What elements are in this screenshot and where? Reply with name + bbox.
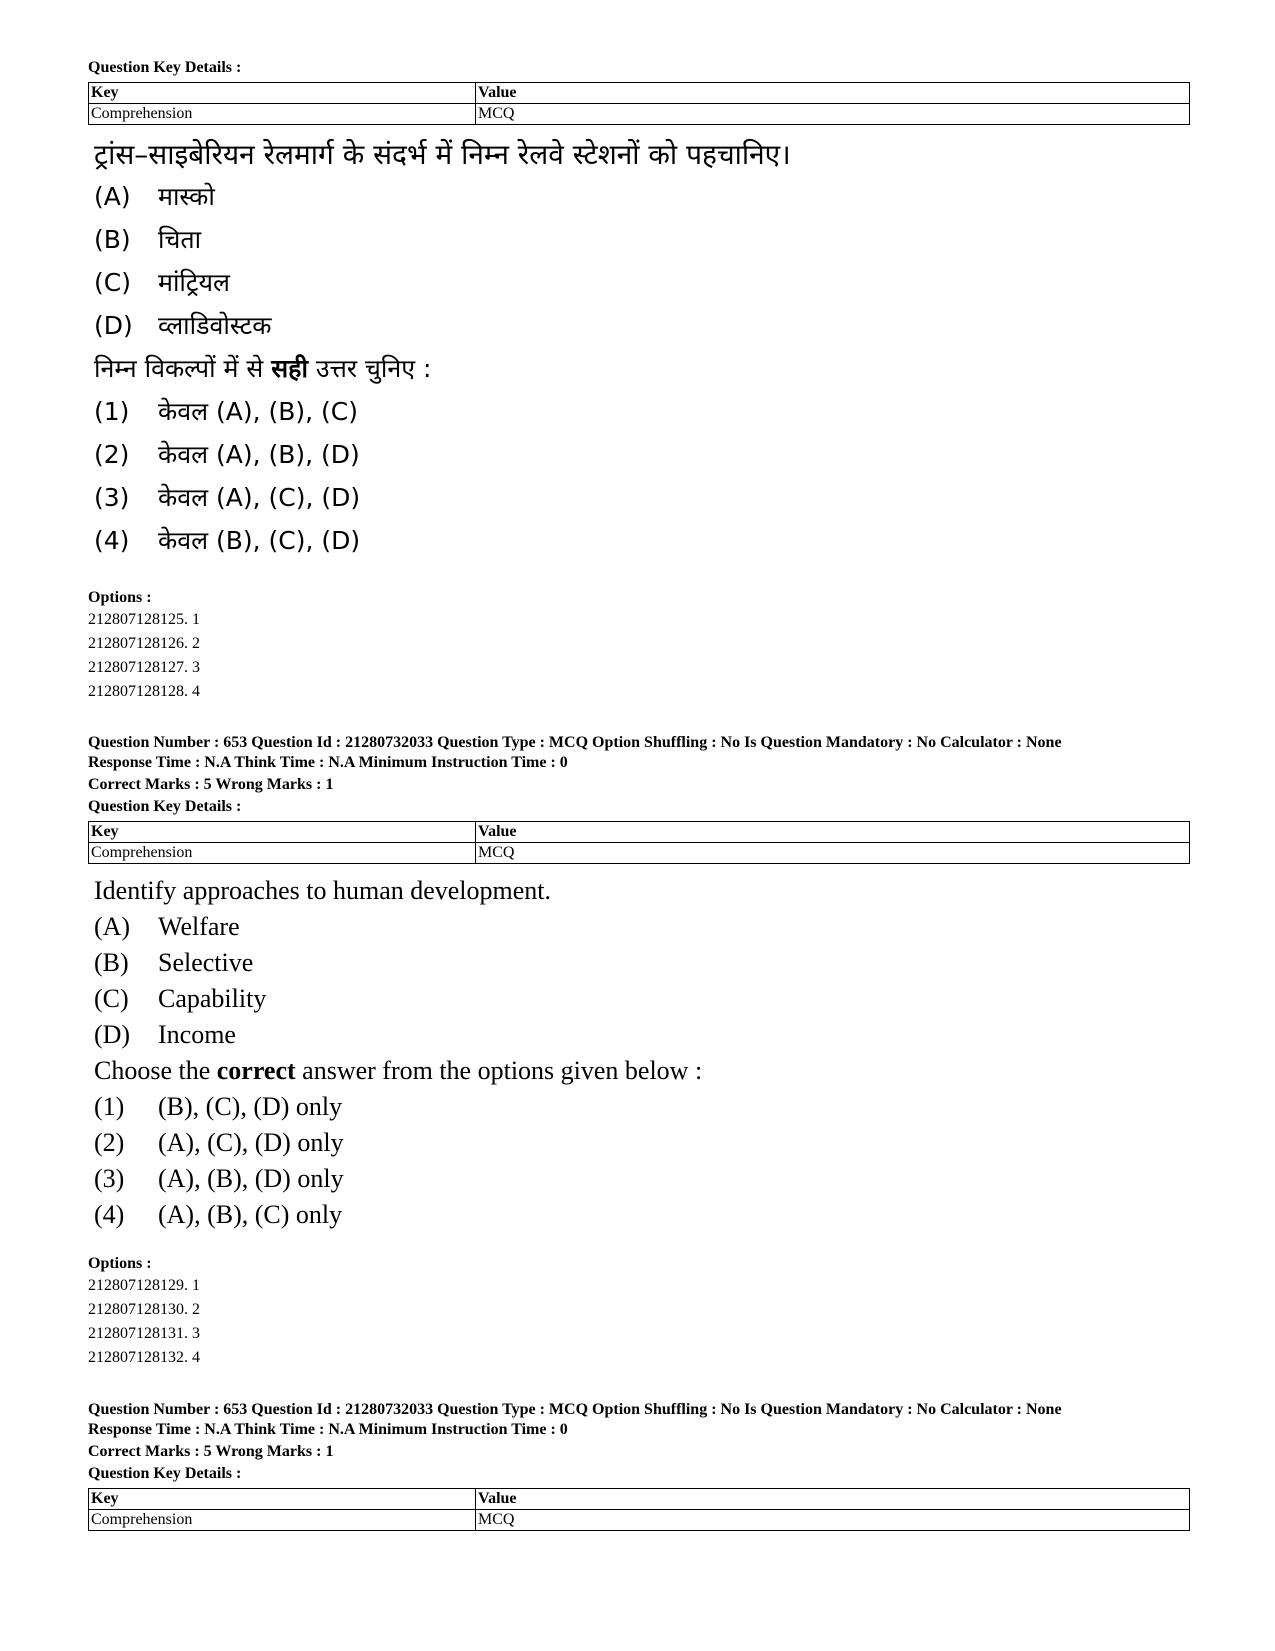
item-label: (B) (94, 948, 129, 977)
choice-item (94, 1090, 1194, 1126)
table-cell-key: Comprehension (89, 104, 476, 125)
choice-text: (A), (B), (C) only (158, 1200, 343, 1229)
choice-text: केवल (A), (C), (D) (158, 483, 361, 512)
key-details-label: Question Key Details : (88, 59, 242, 76)
option-id: 212807128127. 3 (88, 659, 200, 676)
question-stem: ट्रांस–साइबेरियन रेलमार्ग के संदर्भ में निम्न रेलवे स्टेशनों को पहचानिए। (94, 138, 791, 171)
key-details-label: Question Key Details : (88, 1465, 242, 1482)
list-item (94, 309, 1194, 352)
choice-label: (4) (94, 1200, 125, 1229)
item-label: (A) (94, 912, 131, 941)
item-label: (D) (94, 311, 133, 340)
instruction: Choose the correct answer from the options given below : (94, 1056, 703, 1085)
choice-text: (A), (C), (D) only (158, 1128, 344, 1157)
table-cell-key: Comprehension (89, 1510, 476, 1531)
instruction-emphasis: सही (271, 354, 308, 383)
choice-label: (4) (94, 526, 130, 555)
option-id: 212807128131. 3 (88, 1325, 200, 1342)
question-block-2 (88, 733, 1188, 864)
option-id: 212807128129. 1 (88, 1277, 200, 1294)
list-item (94, 946, 1194, 982)
choice-text: केवल (A), (B), (C) (158, 397, 359, 426)
item-label: (C) (94, 268, 131, 297)
key-details-table (88, 82, 1190, 125)
table-cell-value: MCQ (476, 843, 1190, 864)
options-list-1 (88, 588, 1188, 704)
item-label: (B) (94, 225, 131, 254)
table-header-value: Value (476, 83, 1190, 104)
item-label: (D) (94, 1020, 131, 1049)
choice-text: (B), (C), (D) only (158, 1092, 343, 1121)
list-item (94, 982, 1194, 1018)
key-details-table (88, 821, 1190, 864)
options-label: Options : (88, 1255, 152, 1272)
question-meta: Question Number : 653 Question Id : 21280732033 Question Type : MCQ Option Shuffling : No Is Question Mandatory : No Calculator : None (88, 734, 1062, 751)
table-header-value: Value (476, 1489, 1190, 1510)
choice-text: केवल (B), (C), (D) (158, 526, 361, 555)
item-text: व्लाडिवोस्टक (158, 311, 272, 340)
options-label: Options : (88, 589, 152, 606)
choice-label: (3) (94, 483, 130, 512)
option-id: 212807128125. 1 (88, 611, 200, 628)
question-marks: Correct Marks : 5 Wrong Marks : 1 (88, 776, 334, 793)
choice-label: (2) (94, 440, 130, 469)
choice-item (94, 1126, 1194, 1162)
question-timing: Response Time : N.A Think Time : N.A Minimum Instruction Time : 0 (88, 1421, 568, 1438)
question-content-2 (94, 874, 1194, 1234)
question-meta: Question Number : 653 Question Id : 21280732033 Question Type : MCQ Option Shuffling : No Is Question Mandatory : No Calculator : None (88, 1401, 1062, 1418)
options-list-2 (88, 1254, 1188, 1370)
option-id: 212807128132. 4 (88, 1349, 200, 1366)
item-label: (A) (94, 182, 131, 211)
table-header-value: Value (476, 822, 1190, 843)
item-text: Selective (158, 948, 254, 977)
choice-label: (1) (94, 397, 130, 426)
question-stem: Identify approaches to human development. (94, 876, 552, 905)
choice-label: (2) (94, 1128, 125, 1157)
item-text: मास्को (158, 182, 215, 211)
list-item (94, 223, 1194, 266)
table-cell-value: MCQ (476, 1510, 1190, 1531)
list-item (94, 180, 1194, 223)
table-cell-value: MCQ (476, 104, 1190, 125)
choice-item (94, 438, 1194, 481)
item-text: Income (158, 1020, 236, 1049)
choice-item (94, 524, 1194, 567)
list-item (94, 1018, 1194, 1054)
instruction-emphasis: correct (216, 1056, 296, 1085)
question-timing: Response Time : N.A Think Time : N.A Minimum Instruction Time : 0 (88, 754, 568, 771)
table-header-key: Key (89, 822, 476, 843)
table-header-key: Key (89, 1489, 476, 1510)
choice-item (94, 395, 1194, 438)
option-id: 212807128126. 2 (88, 635, 200, 652)
item-text: मांट्रियल (158, 268, 230, 297)
question-block-1 (88, 58, 1188, 125)
item-text: Capability (158, 984, 267, 1013)
key-details-label: Question Key Details : (88, 798, 242, 815)
item-label: (C) (94, 984, 129, 1013)
option-id: 212807128128. 4 (88, 683, 200, 700)
choice-text: केवल (A), (B), (D) (158, 440, 360, 469)
item-text: Welfare (158, 912, 240, 941)
question-content-1 (94, 138, 1194, 567)
choice-label: (1) (94, 1092, 125, 1121)
instruction: निम्न विकल्पों में से सही उत्तर चुनिए : (94, 354, 432, 383)
choice-item (94, 481, 1194, 524)
item-text: चिता (158, 225, 202, 254)
choice-label: (3) (94, 1164, 125, 1193)
question-marks: Correct Marks : 5 Wrong Marks : 1 (88, 1443, 334, 1460)
list-item (94, 266, 1194, 309)
list-item (94, 910, 1194, 946)
table-header-key: Key (89, 83, 476, 104)
choice-item (94, 1198, 1194, 1234)
choice-item (94, 1162, 1194, 1198)
choice-text: (A), (B), (D) only (158, 1164, 344, 1193)
key-details-table (88, 1488, 1190, 1531)
question-block-3 (88, 1400, 1188, 1531)
option-id: 212807128130. 2 (88, 1301, 200, 1318)
table-cell-key: Comprehension (89, 843, 476, 864)
